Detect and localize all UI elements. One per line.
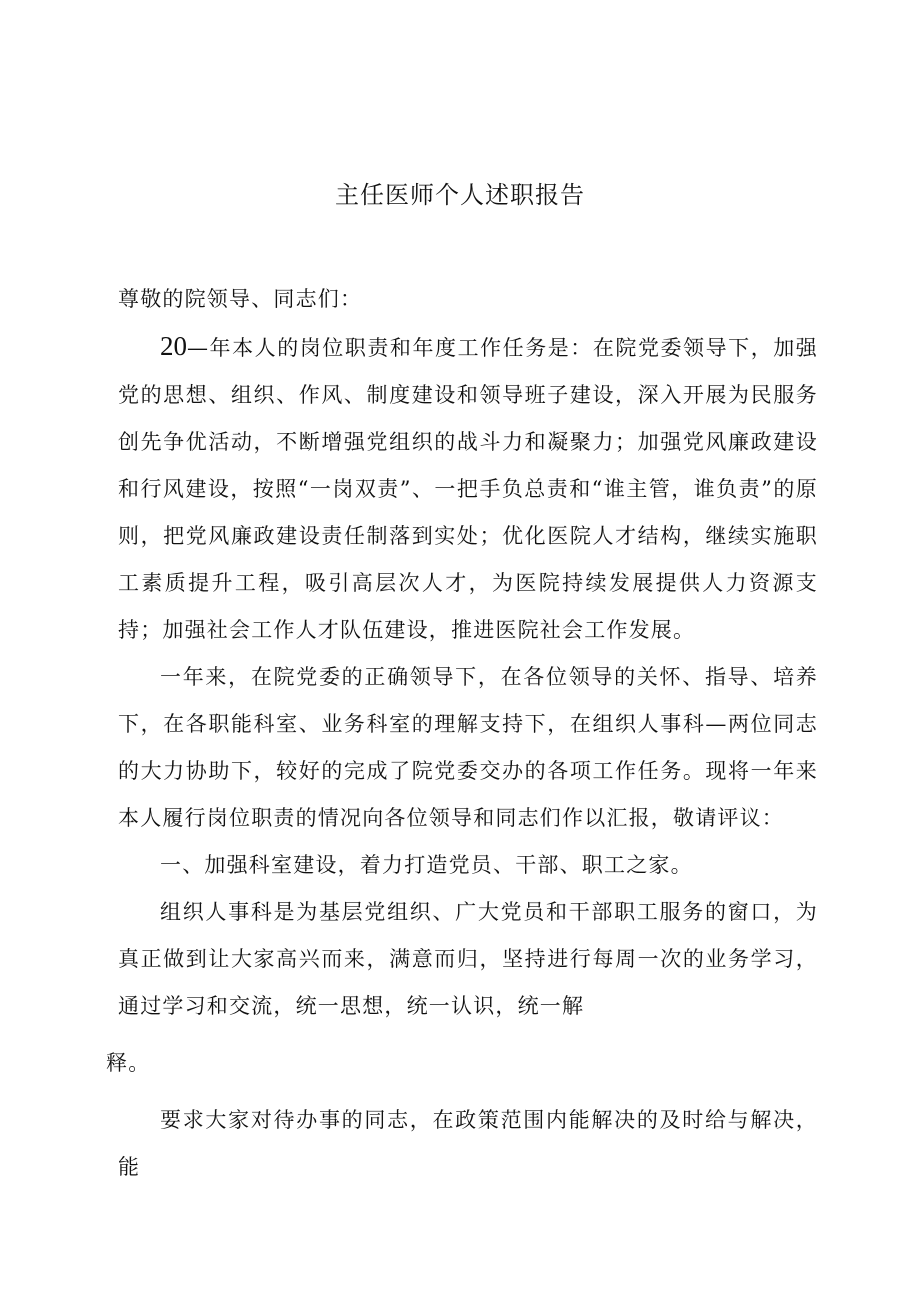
document-body: [106, 276, 818, 1191]
paragraph-duties-text: —年本人的岗位职责和年度工作任务是：在院党委领导下，加强党的思想、组织、作风、制度建设和领导班子建设，深入开展为民服务创先争优活动，不断增强党组织的战斗力和凝聚力；加强党风廉政建设和行风建设，按照“一岗双责”、一把手负总责和“谁主管，谁负责”的原则，把党风廉政建设责任制落到实处；优化医院人才结构，继续实施职工素质提升工程，吸引高层次人才，为医院持续发展提供人力资源支持；加强社会工作人才队伍建设，推进医院社会工作发展。: [118, 336, 818, 642]
document-title: 主任医师个人述职报告: [335, 181, 585, 209]
paragraph-department: 组织人事科是为基层党组织、广大党员和干部职工服务的窗口，为真正做到让大家高兴而来，满意而归，坚持进行每周一次的业务学习，通过学习和交流，统一思想，统一认识，统一解: [118, 900, 818, 1018]
paragraph-requirements: 要求大家对待办事的同志，在政策范围内能解决的及时给与解决，能: [118, 1108, 818, 1179]
paragraph-summary: 一年来，在院党委的正确领导下，在各位领导的关怀、指导、培养下，在各职能科室、业务科室的理解支持下，在组织人事科—两位同志的大力协助下，较好的完成了院党委交办的各项工作任务。现将一年来本人履行岗位职责的情况向各位领导和同志们作以汇报，敬请评议：: [118, 665, 818, 830]
paragraph-department-tail: 释。: [106, 1051, 151, 1075]
year-prefix: 20: [160, 331, 187, 361]
salutation: 尊敬的院领导、同志们：: [118, 287, 363, 311]
paragraph-duties: [118, 323, 818, 654]
section-heading-1: 一、加强科室建设，着力打造党员、干部、职工之家。: [160, 853, 693, 877]
